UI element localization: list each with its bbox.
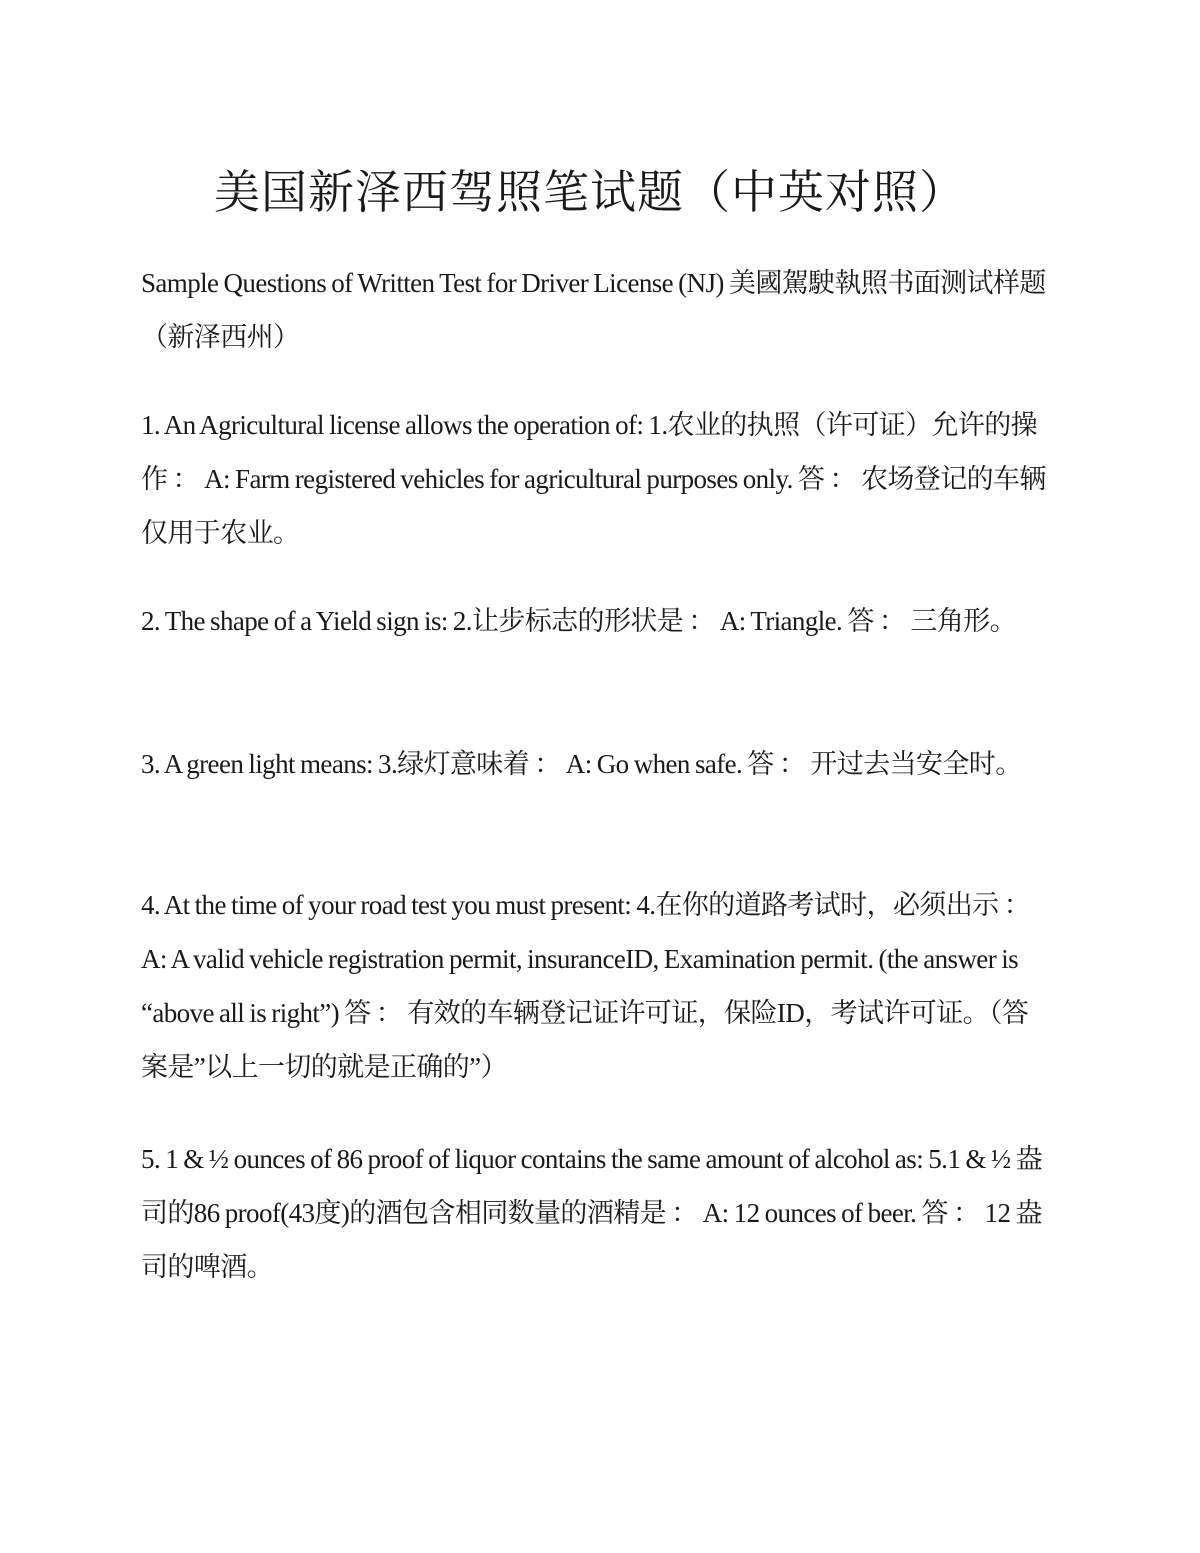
document-subtitle: Sample Questions of Written Test for Driver License (NJ) 美國駕駛執照书面测试样题 （新泽西州） <box>141 268 1046 352</box>
question-5: 5. 1 & ½ ounces of 86 proof of liquor contains the same amount of alcohol as: 5.1 & ½ 盎司的86 proof(43度)的酒包含相同数量的酒精是 ： A: 12 ounces of beer. 答 ： 12 盎司的啤酒。 <box>141 1144 1043 1282</box>
question-3: 3. A green light means: 3.绿灯意味着 ： A: Go when safe. 答 ： 开过去当安全时。 <box>141 749 1022 779</box>
question-2: 2. The shape of a Yield sign is: 2.让步标志的形状是 ： A: Triangle. 答 ： 三角形。 <box>141 606 1017 636</box>
question-1: 1. An Agricultural license allows the operation of: 1.农业的执照（许可证）允许的操作 ： A: Farm registered vehicles for agricultural purposes only. 答 ： 农场登记的车辆仅用于农业。 <box>141 410 1046 548</box>
document-title: 美国新泽西驾照笔试题（中英对照） <box>214 165 966 219</box>
question-4: 4. At the time of your road test you must present: 4.在你的道路考试时，必须出示 ： A: A valid vehicle registration permit, insuranceID, Examination permit. (the answer is “above all is right”) 答 ： 有效的车辆登记证许可证，保险ID，考试许可证。（答案是”以上一切的就是正确的”） <box>141 890 1031 1082</box>
